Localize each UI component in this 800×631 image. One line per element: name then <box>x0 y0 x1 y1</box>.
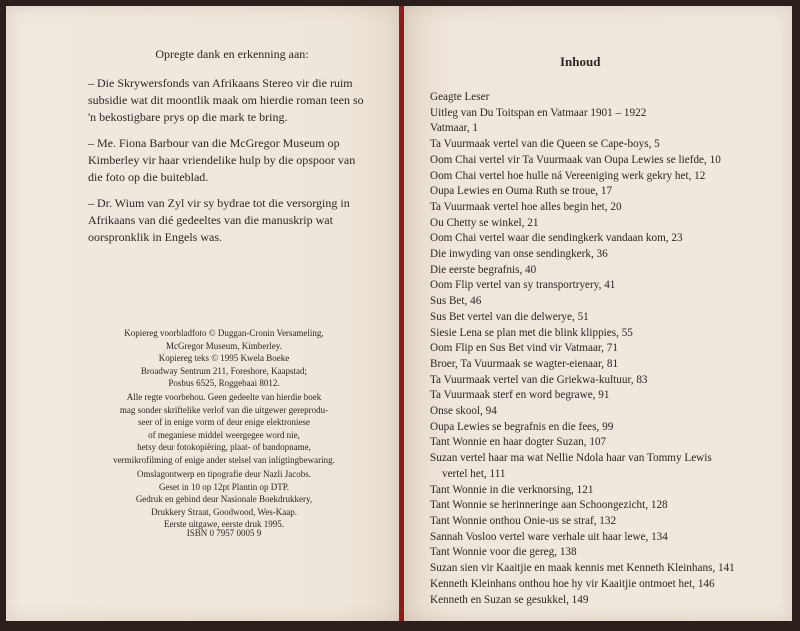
acknowledgements <box>88 46 368 255</box>
contents-entry: Oom Flip vertel van sy transportryery, 41 <box>430 279 616 292</box>
copyright-line: Kopiereg teks © 1995 Kwela Boeke <box>158 353 290 363</box>
isbn: ISBN 0 7957 0005 9 <box>186 528 262 538</box>
copyright-line: Posbus 6525, Roggebaai 8012. <box>168 378 280 388</box>
copyright-block <box>110 327 338 390</box>
copyright-line: Kopiereg voorbladfoto © Duggan-Cronin Versameling, <box>124 328 324 338</box>
rights-line: seer of in enige vorm of deur enige elektroniese <box>138 417 310 427</box>
copyright-line: McGregor Museum, Kimberley. <box>166 340 282 351</box>
rights-block <box>110 391 338 466</box>
contents-entry: Sannah Vosloo vertel ware verhale uit haar lewe, 134 <box>430 530 668 543</box>
contents-entry: Oupa Lewies se begrafnis en die fees, 99 <box>430 420 614 433</box>
contents-entry: Oom Flip en Sus Bet vind vir Vatmaar, 71 <box>430 342 618 355</box>
contents-entry: Broer, Ta Vuurmaak se wagter-eienaar, 81 <box>430 357 619 370</box>
contents-entry: Sus Bet vertel van die delwerye, 51 <box>430 310 589 323</box>
contents-entry: Ta Vuurmaak sterf en word begrawe, 91 <box>430 389 610 402</box>
contents-title: Inhoud <box>560 54 601 69</box>
rights-line: Alle regte voorbehou. Geen gedeelte van hierdie boek <box>126 392 322 402</box>
acknowledgement-paragraph: – Die Skrywersfonds van Afrikaans Stereo vir die ruim subsidie wat dit moontlik maak om hierdie roman teen so 'n bekostigbare prys op die mark te bring. <box>88 76 364 124</box>
contents-entry: Ta Vuurmaak vertel van die Queen se Cape-boys, 5 <box>430 138 660 151</box>
acknowledgements-title: Opregte dank en erkenning aan: <box>155 47 309 61</box>
rights-line: of meganiese middel weergegee word nie, <box>148 429 300 440</box>
contents-entry: Ta Vuurmaak vertel van die Griekwa-kultuur, 83 <box>430 373 648 386</box>
production-line: Geset in 10 op 12pt Plantin op DTP. <box>159 481 289 492</box>
production-line: Gedruk en gebind deur Nasionale Boekdrukkery, <box>135 494 313 504</box>
contents-entry: Uitleg van Du Toitspan en Vatmaar 1901 – 1922 <box>430 106 647 119</box>
contents-entry: Oupa Lewies en Ouma Ruth se troue, 17 <box>430 185 613 198</box>
contents-entry: Suzan sien vir Kaaitjie en maak kennis met Kenneth Kleinhans, 141 <box>430 562 735 575</box>
contents-entry: Kenneth Kleinhans onthou hoe hy vir Kaaitjie ontmoet het, 146 <box>430 577 715 590</box>
contents-entry: Vatmaar, 1 <box>430 122 479 135</box>
production-block <box>110 468 338 531</box>
acknowledgement-paragraph: – Dr. Wium van Zyl vir sy bydrae tot die versorging in Afrikaans van dié gedeeltes van die manuskrip wat oorspronklik in Engels was. <box>88 196 350 244</box>
contents-entry-continuation: vertel het, 111 <box>442 467 506 480</box>
contents-entry: Die inwyding van onse sendingkerk, 36 <box>430 248 608 261</box>
acknowledgement-paragraph: – Me. Fiona Barbour van die McGregor Museum op Kimberley vir haar vriendelike hulp by die opspoor van die foto op die buiteblad. <box>88 136 356 184</box>
contents-entry: Kenneth en Suzan se gesukkel, 149 <box>430 593 589 606</box>
contents-entry: Tant Wonnie en haar dogter Suzan, 107 <box>430 436 607 449</box>
contents-entry: Ou Chetty se winkel, 21 <box>430 216 539 229</box>
production-line: Eerste uitgawe, eerste druk 1995. <box>164 519 284 529</box>
contents-entry: Siesie Lena se plan met die blink klippies, 55 <box>430 326 633 339</box>
rights-line: mag sonder skriftelike verlof van die uitgewer gereprodu- <box>119 404 329 415</box>
contents-entry: Ta Vuurmaak vertel hoe alles begin het, 20 <box>430 200 622 213</box>
contents-entry: Oom Chai vertel waar die sendingkerk vandaan kom, 23 <box>430 232 683 245</box>
production-line: Drukkery Straat, Goodwood, Wes-Kaap. <box>150 506 298 517</box>
contents-entry: Tant Wonnie in die verknorsing, 121 <box>430 483 594 496</box>
contents-entry: Oom Chai vertel hoe hulle ná Vereeniging werk gekry het, 12 <box>430 169 706 182</box>
contents-entry: Tant Wonnie onthou Onie-us se straf, 132 <box>430 514 617 527</box>
contents-entry: Die eerste begrafnis, 40 <box>430 263 537 276</box>
rights-line: hetsy deur fotokopiëring, plaat- of bandopname, <box>137 442 311 452</box>
contents-entry: Sus Bet, 46 <box>430 295 482 308</box>
contents-entry-wrapped <box>430 451 780 482</box>
copyright-line: Broadway Sentrum 211, Foreshore, Kaapstad; <box>140 365 308 376</box>
contents-list <box>430 90 780 608</box>
contents-entry: Oom Chai vertel vir Ta Vuurmaak van Oupa Lewies se liefde, 10 <box>430 153 721 166</box>
contents-entry: Tant Wonnie se herinneringe aan Schoongezicht, 128 <box>430 499 668 512</box>
production-line: Omslagontwerp en tipografie deur Nazli Jacobs. <box>137 469 311 479</box>
contents-entry: Tant Wonnie voor die gereg, 138 <box>430 546 577 559</box>
rights-line: vermikrofilming of enige ander stelsel van inligtingbewaring. <box>113 454 335 465</box>
contents-entry: Geagte Leser <box>430 91 490 103</box>
contents-entry: Onse skool, 94 <box>430 405 497 418</box>
contents-entry-line: Suzan vertel haar ma wat Nellie Ndola haar van Tommy Lewis <box>430 452 712 465</box>
